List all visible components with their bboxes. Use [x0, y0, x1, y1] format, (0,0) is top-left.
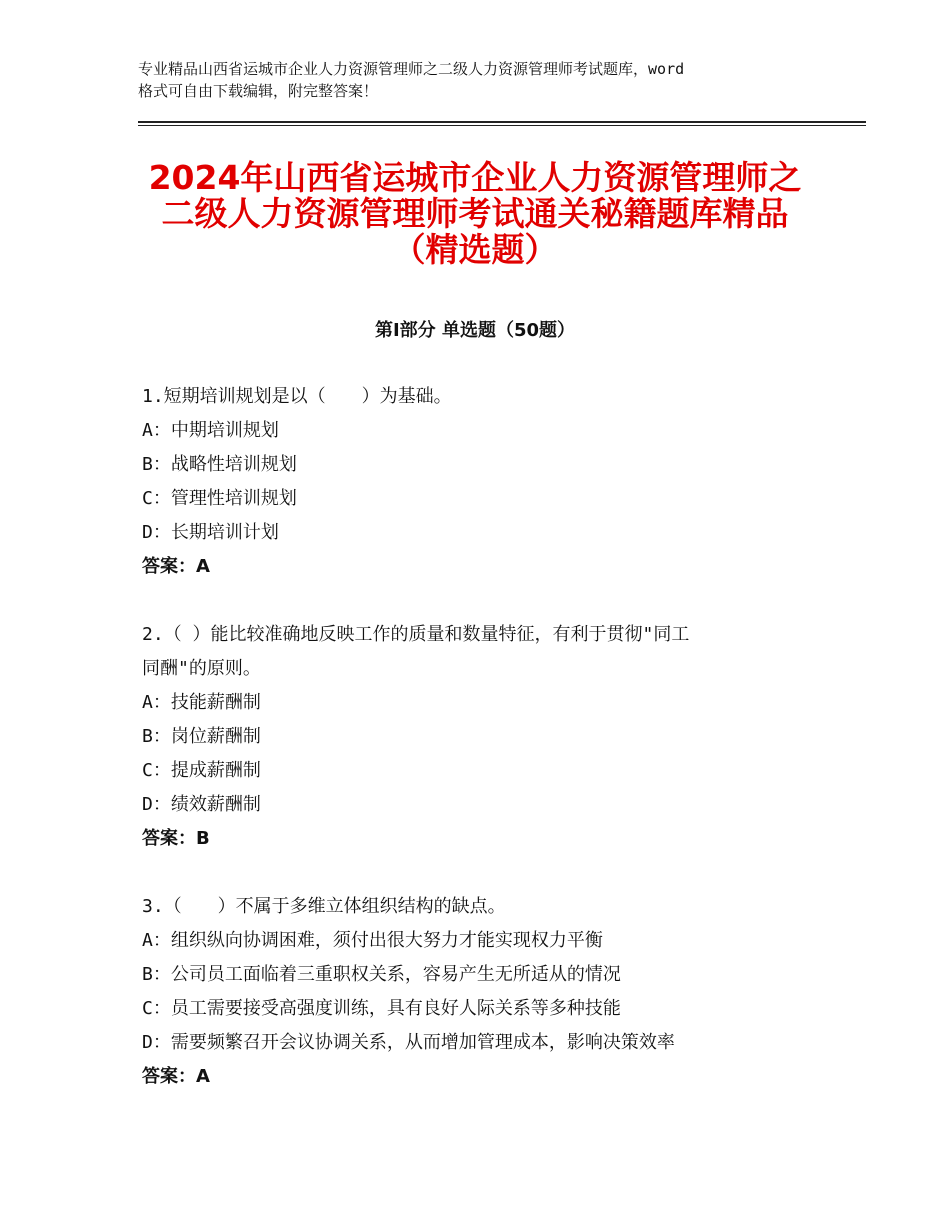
header-note-line: 专业精品山西省运城市企业人力资源管理师之二级人力资源管理师考试题库，word — [138, 60, 685, 78]
question-stem-continued: 同酬"的原则。 — [142, 658, 261, 679]
question-stem: 2.（ ）能比较准确地反映工作的质量和数量特征，有利于贯彻"同工 — [142, 624, 690, 645]
question-stem: 3.（ ）不属于多维立体组织结构的缺点。 — [142, 896, 506, 917]
option-c: C：提成薪酬制 — [142, 760, 261, 781]
header-note-line: 格式可自由下载编辑，附完整答案！ — [138, 82, 379, 100]
answer: 答案：A — [142, 1066, 210, 1087]
answer: 答案：B — [142, 828, 210, 849]
option-d: D：长期培训计划 — [142, 522, 279, 543]
option-a: A：技能薪酬制 — [142, 692, 261, 713]
option-a: A：中期培训规划 — [142, 420, 279, 441]
header-rule-thick — [138, 121, 866, 123]
header-rule-thin — [138, 125, 866, 126]
option-b: B：岗位薪酬制 — [142, 726, 261, 747]
option-b: B：战略性培训规划 — [142, 454, 297, 475]
option-a: A：组织纵向协调困难，须付出很大努力才能实现权力平衡 — [142, 930, 603, 951]
section-heading: 第Ⅰ部分 单选题（50题） — [374, 320, 575, 341]
title-line: （精选题） — [392, 230, 558, 269]
option-d: D：需要频繁召开会议协调关系，从而增加管理成本，影响决策效率 — [142, 1032, 675, 1053]
document-title — [110, 160, 840, 268]
header-note — [138, 58, 818, 102]
option-c: C：员工需要接受高强度训练，具有良好人际关系等多种技能 — [142, 998, 621, 1019]
answer: 答案：A — [142, 556, 210, 577]
question-stem: 1.短期培训规划是以（ ）为基础。 — [142, 386, 452, 407]
title-line: 二级人力资源管理师考试通关秘籍题库精品 — [161, 194, 789, 233]
option-d: D：绩效薪酬制 — [142, 794, 261, 815]
title-line: 2024年山西省运城市企业人力资源管理师之 — [148, 158, 802, 197]
option-b: B：公司员工面临着三重职权关系，容易产生无所适从的情况 — [142, 964, 621, 985]
option-c: C：管理性培训规划 — [142, 488, 297, 509]
